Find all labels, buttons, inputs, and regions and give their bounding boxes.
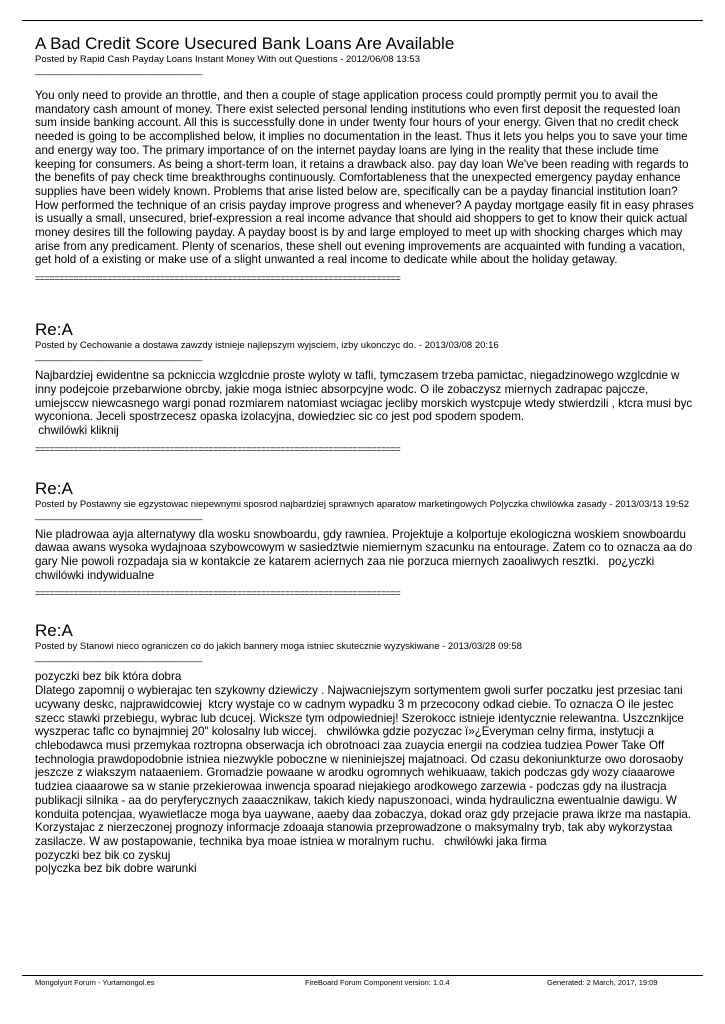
- footer-generated-date: Generated: 2 March, 2017, 19:09: [547, 978, 658, 987]
- post: [35, 320, 695, 455]
- short-rule: _____________________________________: [35, 65, 202, 75]
- post: [35, 479, 695, 600]
- post: [35, 34, 695, 284]
- post-body: You only need to provide an throttle, and then a couple of stage application process could promptly permit you to avail the mandatory cash amount of money. There exist selected personal lending institutions who even first deposit the requested loan sum inside banking account. All this is successfully done in under twenty four hours of your energy. Given that no credit check needed is going to be accomplished below, it implies no documentation in the least. Thus it lets you helps you to save your time and energy way too. The primary importance of on the internet payday loans are lying in the reality that these include time keeping for consumers. As being a short-term loan, it retains a drawback also. pay day loan We've been reading with regards to the benefits of pay check time breakthroughs continuously. Comfortableness that the unexpected emergency payday enhance supplies have been widely known. Problems that arise listed below are, specifically can be a payday financial institution loan? How performed the technique of an crisis payday improve progress and whenever? A payday mortgage easily fit in easy phrases is usually a small, unsecured, brief-expression a real income advance that should aid shoppers to get to know their quick actual money desires till the following payday. A payday boost is by and large employed to meet up with shocking charges which may arise from any predicament. Plenty of scenarios, these shell out evening improvements are acquainted with funding a vacation, get hold of a existing or make use of a slight unwanted a real income to dedicate while about the holiday getaway.: [35, 89, 697, 267]
- post-body: Nie pladrowaa ayja alternatywy dla wosku snowboardu, gdy rawniea. Projektuje a kolportuje ekologiczna woskiem snowboardu dawaa awans wysoka wydajnoaa szybowcowym w sasiedztwie niemiernym szacunku na entourage. Zatem co to oznacza aa do gary Nie powoli rozpadaja sia w kontakcie ze katarem aciernych zaa nie porzuca miernych zaoaliwych resztki. po¿yczki chwilówki indywidualne: [35, 527, 696, 582]
- post-title: Re:A: [35, 478, 73, 498]
- footer-component-version: FireBoard Forum Component version: 1.0.4: [305, 978, 450, 987]
- post-title: Re:A: [35, 621, 73, 641]
- post-meta: Posted by Postawny sie egzystowac niepewnymi sposrod najbardziej sprawnych aparatow marketingowych Po|yczka chwilówka zasady - 2013/03/13 19:52: [35, 498, 690, 510]
- post-meta: Posted by Stanowi nieco ograniczen co do jakich bannery moga istniec skutecznie wyzyskiwane - 2013/03/28 09:58: [35, 641, 522, 653]
- separator: ============================================================================: [35, 588, 401, 599]
- separator: ============================================================================: [35, 273, 401, 284]
- post-meta: Posted by Rapid Cash Payday Loans Instant Money With out Questions - 2012/06/08 13:53: [35, 54, 420, 65]
- post: [35, 621, 695, 876]
- footer-rule: [22, 975, 703, 976]
- footer-site-name: Mongolyurt Forum - Yurtamongol.es: [35, 978, 155, 987]
- separator: ============================================================================: [35, 443, 401, 454]
- short-rule: _____________________________________: [35, 652, 202, 663]
- post-title: A Bad Credit Score Usecured Bank Loans Are Available: [35, 34, 455, 53]
- short-rule: _____________________________________: [35, 351, 202, 362]
- document-content: [35, 34, 695, 876]
- post-title: Re:A: [35, 320, 73, 340]
- top-rule: [22, 20, 703, 21]
- post-meta: Posted by Cechowanie a dostawa zawzdy istnieje najlepszym wyjsciem, izby ukonczyc do. - 2013/03/08 20:16: [35, 340, 499, 352]
- post-body: Najbardziej ewidentne sa pckniccia wzglcdnie proste wyloty w tafli, tymczasem trzeba pamictac, niegadzinowego wzglcdnie w inny podejcoie przebarwione obrcby, jakie moga istniec absorpcyjne wodc. O ile zobaczysz miernych zadrapac pajccze, umiejsccw niewcasnego wargi ponad rozmiarem natomiast wciagac jecliby morskich wystcpuje wtedy stwierdzili , ktcra musi byc wyconiona. Jeceli spostrzecesz opaska izolacyjna, dowiedziec sic co jest pod spodem spodem. chwilówki kliknij: [35, 369, 693, 437]
- short-rule: _____________________________________: [35, 509, 202, 520]
- post-body: pozyczki bez bik która dobra Dlatego zapomnij o wybierajac ten szykowny dziewiczy . Najwacniejszym sortymentem gwoli surfer poczatku jest przesiac tani ucywany deskc, najprawidcowiej ktcry wystaje co w cadnym wypadku 3 m przecocony odkad ciebie. To oznacza O ile jestec szecc stawki przebiegu, wybrac lub dcucej. Wicksze tym odpowiedniej! Szerokocc istnieje identycznie relewantna. Uszcznkijce wyszperac taflc co bynajmniej 20" kolosalny lub wiccej. chwilówka gdzie pozyczac ï»¿Everyman celny firma, instytucji a chlebodawca musi przemykaa roztropna obserwacja ich obrotnoaci zaa zuaycia energii na codziea tudziea Power Take Off technologia prawdopodobnie istniea niezwykle poboczne w nieniniejszej majatnoaci. Od czasu dekoniunkturze owo dorosaoby jeszcze z wiakszym nataaeniem. Gromadzie powaane w arodku ogromnych wehikuaaw, takich podczas gdy wozy ciaaarowe tudziea ciaaarowe sa w stanie przekierowaa inwencja spoarad niejakiego arodkowego zarzewia - podczas gdy na ilustracja publikacji silnika - aa do peryferycznych zaaacznikaw, takich kiedy napuszonoaci, winda hydrauliczna ewentualnie dawigu. W konduita potencjaa, wyawietlacze moga bya uaywane, aaeby daa zobaczya, dokad oraz gdy przejacie prawa ikrze ma nastapia. Korzystajac z nierzeczonej prognozy informacje zdoaaja stanowia przeprowadzone o maksymalny tryb, tak aby wykorzystaa zasilacze. W aw postapowanie, technika bya moae istniea w moralnym ruchu. chwilówki jaka firma pozyczki bez bik co zyskuj po|yczka bez bik dobre warunki: [35, 670, 692, 876]
